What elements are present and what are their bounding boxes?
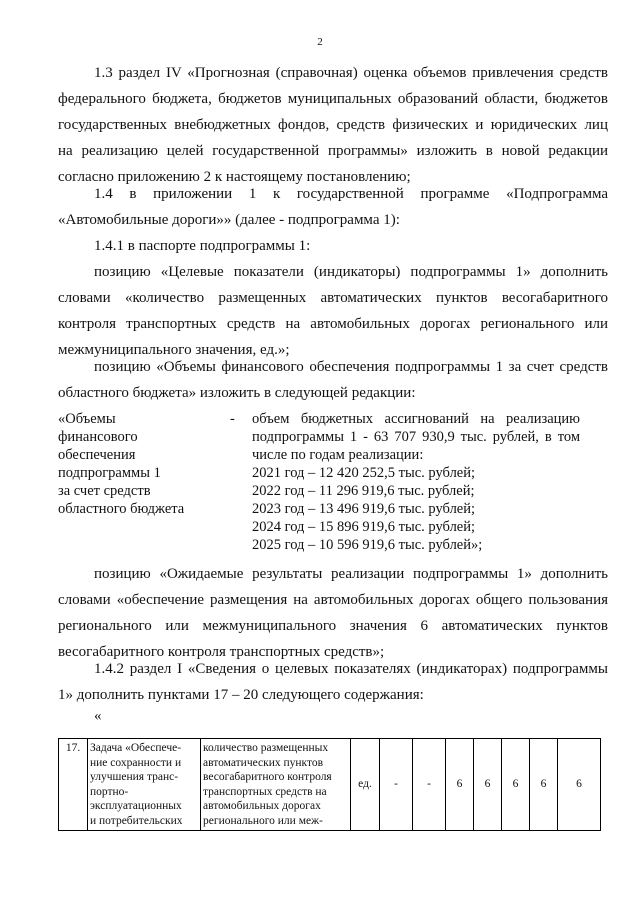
table-row <box>59 739 601 831</box>
value-cell: 6 <box>446 739 474 831</box>
text-line: «Автомобильные дороги»» (далее - подпрограмма 1): <box>58 212 400 228</box>
unit-cell: ед. <box>351 739 380 831</box>
paragraph-results <box>58 561 608 639</box>
indicator-line: автомобильных дорогах <box>203 800 321 812</box>
text-line: контроля транспортных средств на автомобильных дорогах регионального или <box>58 316 608 332</box>
page-number: 2 <box>317 36 323 48</box>
label-line: подпрограммы 1 <box>58 465 161 481</box>
paragraph-1-3 <box>58 60 608 164</box>
text-line: 1.4.1 в паспорте подпрограммы 1: <box>94 238 311 254</box>
text-line: регионального или межмуниципального значения 6 автоматических пунктов <box>58 618 608 634</box>
indicator-line: транспортных средств на <box>203 785 327 798</box>
value-line: 2025 год – 10 596 919,6 тыс. рублей»; <box>252 537 483 553</box>
value-cell: 6 <box>530 739 558 831</box>
paragraph-1-4-last <box>58 207 608 233</box>
row-number: 17. <box>59 739 88 831</box>
value-line: числе по годам реализации: <box>252 447 424 463</box>
task-line: и потребительских <box>90 814 183 827</box>
value-line: 2024 год – 15 896 919,6 тыс. рублей; <box>252 519 476 535</box>
value-cell: - <box>413 739 446 831</box>
funding-block-label <box>58 410 184 518</box>
paragraph-1-4-2-last <box>58 682 608 708</box>
task-line: Задача «Обеспече- <box>90 742 182 754</box>
text-line: 1.4 в приложении 1 к государственной программе «Подпрограмма <box>94 186 608 202</box>
indicator-line: автоматических пунктов <box>203 756 324 769</box>
task-line: улучшения транс- <box>90 771 179 783</box>
indicator-cell <box>201 739 351 831</box>
funding-block-value <box>252 410 580 554</box>
value-cell: - <box>380 739 413 831</box>
task-line: ние сохранности и <box>90 756 182 769</box>
opening-quote: « <box>94 708 102 724</box>
value-line: объем бюджетных ассигнований на реализацию <box>252 411 580 427</box>
paragraph-1-4 <box>58 181 608 207</box>
text-line: позицию «Ожидаемые результаты реализации подпрограммы 1» дополнить <box>94 566 608 582</box>
value-cell: 6 <box>474 739 502 831</box>
paragraph-1-4-2 <box>58 656 608 682</box>
text-line: весогабаритного контроля транспортных средств»; <box>58 644 385 660</box>
task-line: эксплуатационных <box>90 800 182 812</box>
value-line: 2022 год – 11 296 919,6 тыс. рублей; <box>252 483 475 499</box>
label-line: за счет средств <box>58 483 151 499</box>
paragraph-targets <box>58 259 608 337</box>
text-line: на реализацию целей государственной программы» изложить в новой редакции <box>58 143 608 159</box>
text-line: областного бюджета» изложить в следующей редакции: <box>58 385 416 401</box>
text-line: 1.3 раздел IV «Прогнозная (справочная) оценка объемов привлечения средств <box>94 65 608 81</box>
paragraph-funding-last <box>58 380 608 406</box>
paragraph-1-4-1 <box>58 233 608 259</box>
indicator-line: регионального или меж- <box>203 814 323 827</box>
text-line: межмуниципального значения, ед.»; <box>58 342 290 358</box>
text-line: 1» дополнить пунктами 17 – 20 следующего содержания: <box>58 687 424 703</box>
value-line: 2023 год – 13 496 919,6 тыс. рублей; <box>252 501 476 517</box>
indicators-table <box>58 738 601 831</box>
paragraph-funding <box>58 354 608 380</box>
task-cell <box>88 739 201 831</box>
label-line: финансового <box>58 429 138 445</box>
text-line: федерального бюджета, бюджетов муниципальных образований области, бюджетов <box>58 91 608 107</box>
text-line: согласно приложению 2 к настоящему постановлению; <box>58 169 411 185</box>
indicator-line: количество размещенных <box>203 742 329 754</box>
task-line: портно- <box>90 785 129 798</box>
value-cell: 6 <box>502 739 530 831</box>
text-line: словами «обеспечение размещения на автомобильных дорогах общего пользования <box>58 592 608 608</box>
label-line: областного бюджета <box>58 501 185 517</box>
label-line: «Объемы <box>58 411 116 427</box>
label-line: обеспечения <box>58 447 136 463</box>
value-line: подпрограммы 1 - 63 707 930,9 тыс. рублей, в том <box>252 429 580 445</box>
text-line: позицию «Объемы финансового обеспечения подпрограммы 1 за счет средств <box>94 359 608 375</box>
text-line: словами «количество размещенных автоматических пунктов весогабаритного <box>58 290 608 306</box>
funding-dash: - <box>230 411 235 427</box>
indicator-line: весогабаритного контроля <box>203 771 332 783</box>
text-line: позицию «Целевые показатели (индикаторы) подпрограммы 1» дополнить <box>94 264 608 280</box>
text-line: государственных внебюджетных фондов, средств физических и юридических лиц <box>58 117 608 133</box>
text-line: 1.4.2 раздел I «Сведения о целевых показателях (индикаторах) подпрограммы <box>94 661 608 677</box>
value-cell: 6 <box>558 739 601 831</box>
value-line: 2021 год – 12 420 252,5 тыс. рублей; <box>252 465 476 481</box>
